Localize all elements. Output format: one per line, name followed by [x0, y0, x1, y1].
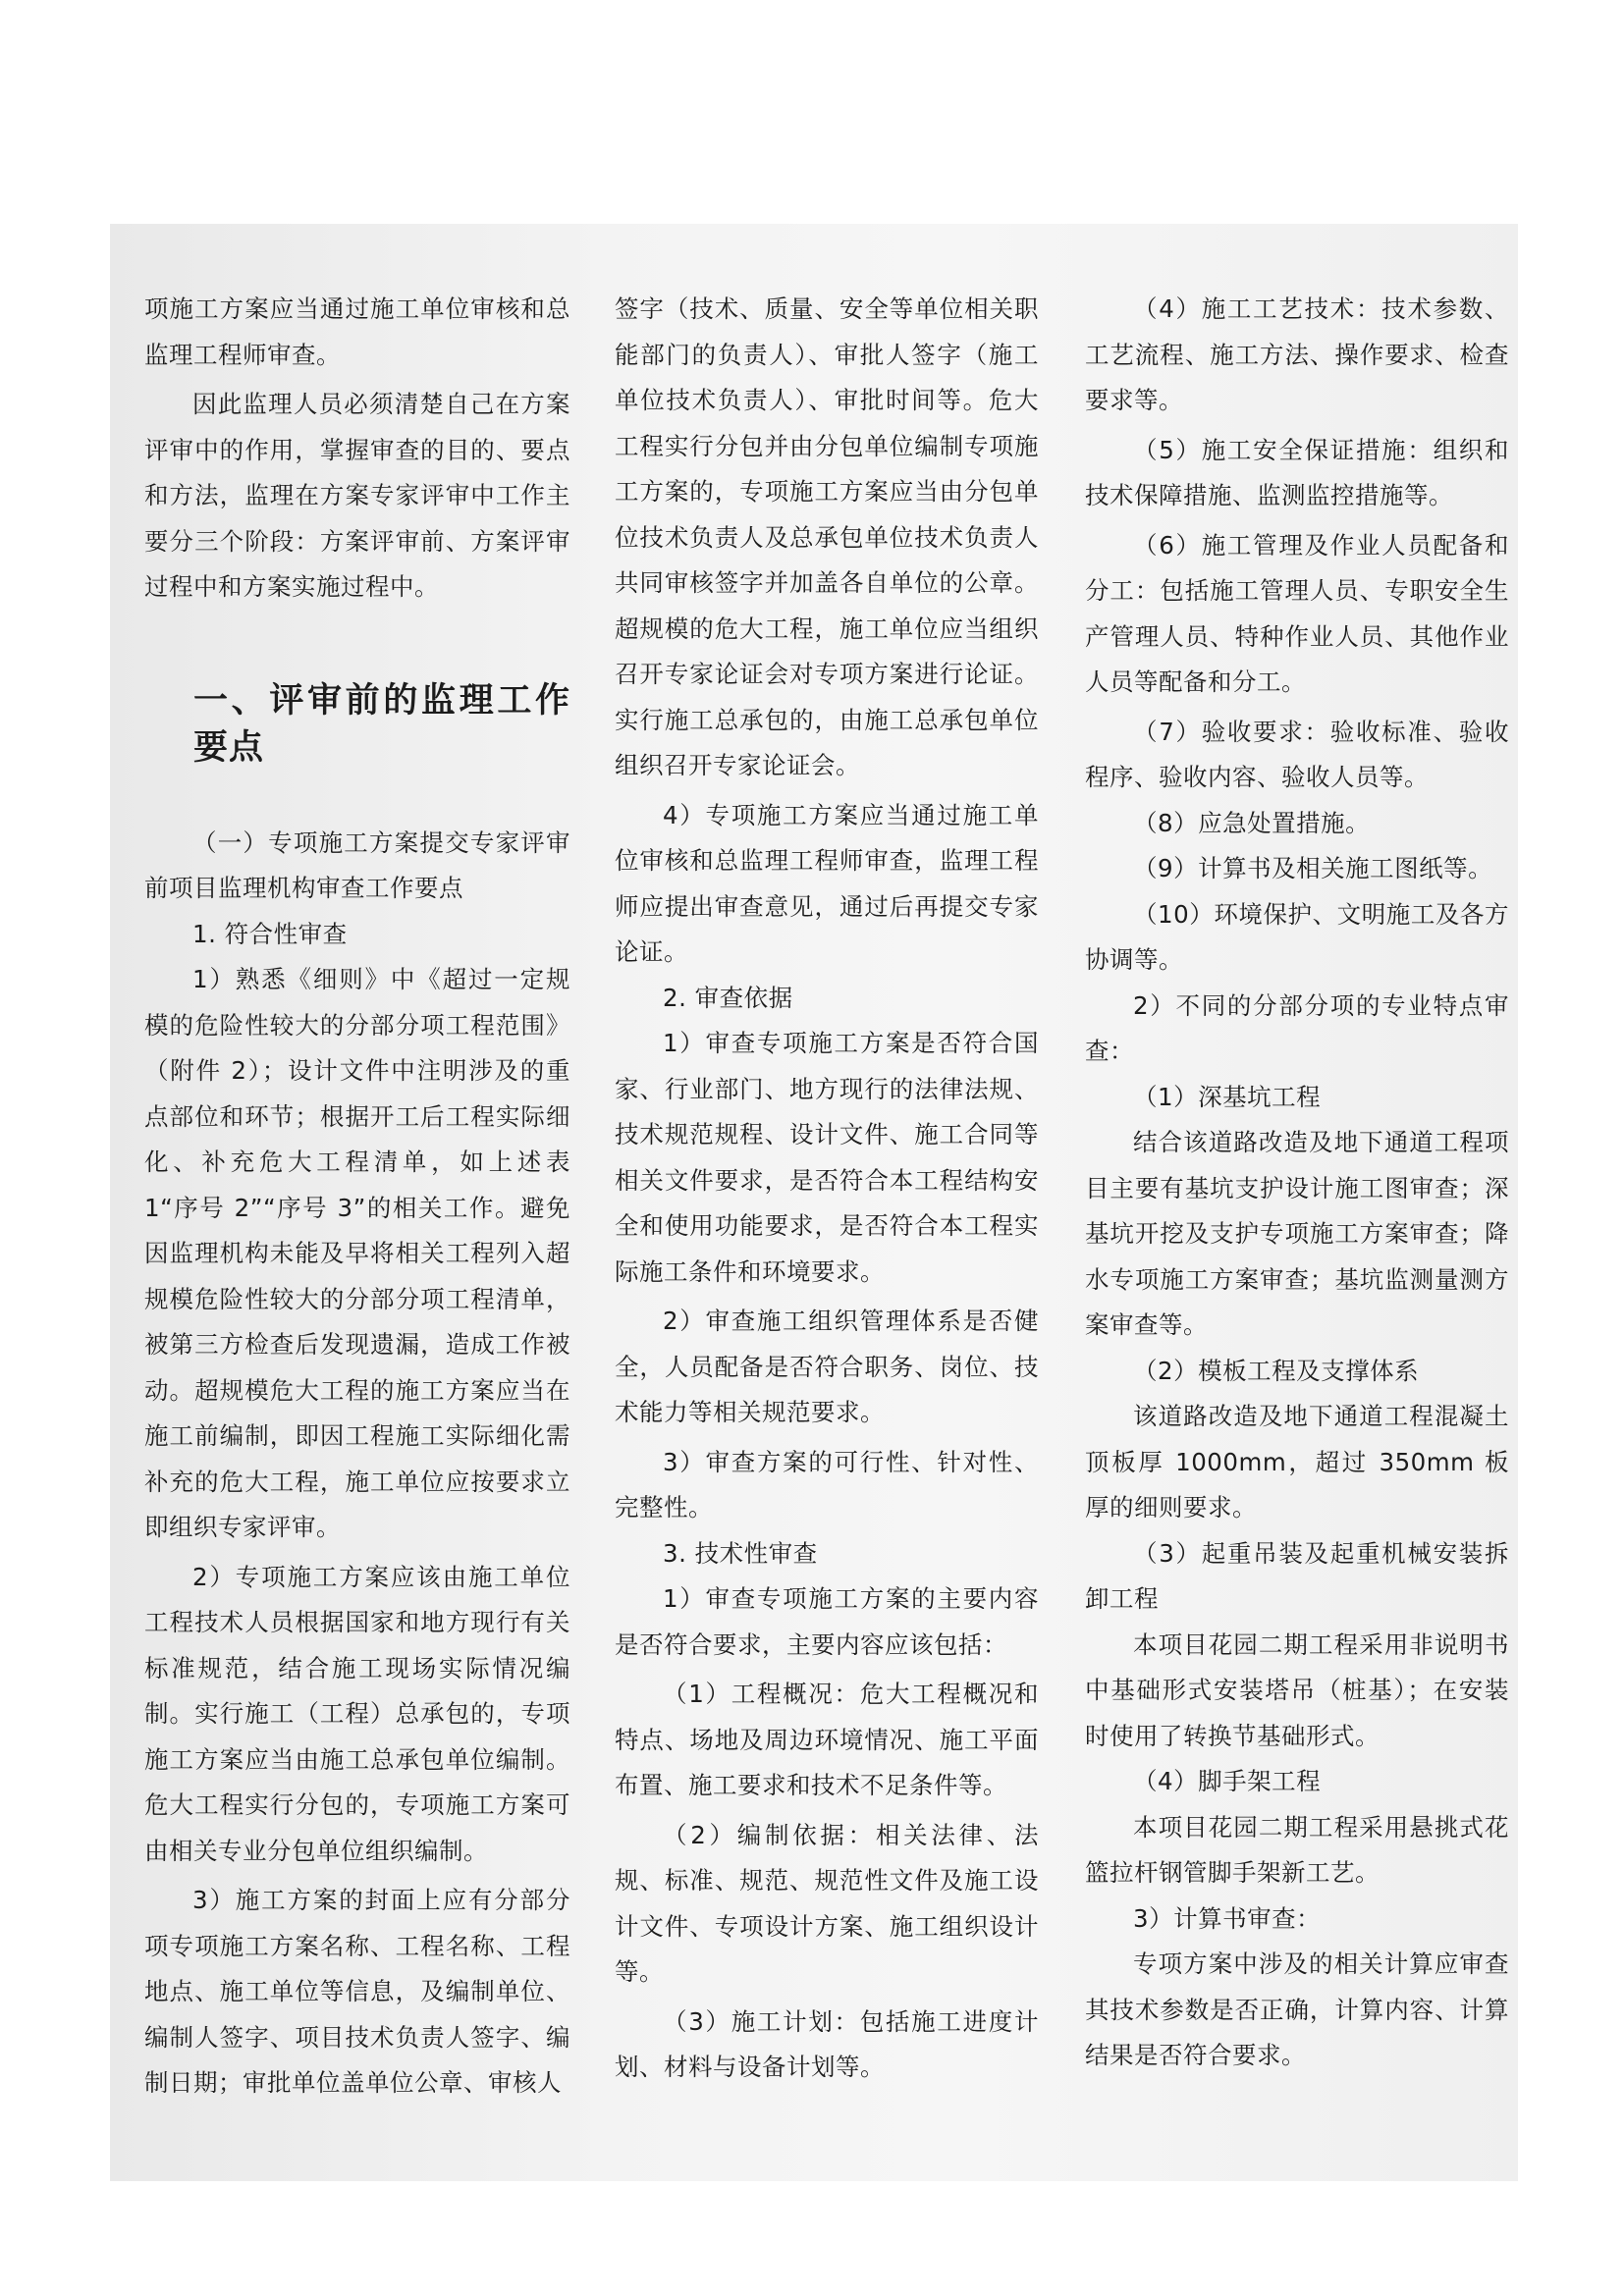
paragraph: 因此监理人员必须清楚自己在方案评审中的作用，掌握审查的目的、要点和方法，监理在方案专家评审中工作主要分三个阶段：方案评审前、方案评审过程中和方案实施过程中。 [144, 390, 570, 601]
paragraph: （2）编制依据：相关法律、法规、标准、规范、规范性文件及施工设计文件、专项设计方案、施工组织设计等。 [615, 1820, 1039, 1986]
item-heading: 3）计算书审查： [1133, 1903, 1322, 1933]
paragraph: （10）环境保护、文明施工及各方协调等。 [1085, 899, 1509, 974]
paragraph: 该道路改造及地下通道工程混凝土顶板厚 1000mm，超过 350mm 板厚的细则要求。 [1085, 1402, 1509, 1522]
item-heading: （1）深基坑工程 [1133, 1082, 1322, 1111]
paragraph: 专项方案中涉及的相关计算应审查其技术参数是否正确，计算内容、计算结果是否符合要求。 [1085, 1949, 1509, 2069]
paragraph: 签字（技术、质量、安全等单位相关职能部门的负责人）、审批人签字（施工单位技术负责人）、审批时间等。危大工程实行分包并由分包单位编制专项施工方案的，专项施工方案应当由分包单位技术负责人及总承包单位技术负责人共同审核签字并加盖各自单位的公章。超规模的危大工程，施工单位应当组织召开专家论证会对专项方案进行论证。实行施工总承包的，由施工总承包单位组织召开专家论证会。 [615, 294, 1039, 779]
paragraph: 本项目花园二期工程采用悬挑式花篮拉杆钢管脚手架新工艺。 [1085, 1812, 1509, 1887]
item-heading: 1. 符合性审查 [192, 919, 348, 948]
text-column-middle [615, 287, 1039, 2091]
paragraph: 2）专项施工方案应该由施工单位工程技术人员根据国家和地方现行有关标准规范，结合施工现场实际情况编制。实行施工（工程）总承包的，专项施工方案应当由施工总承包单位编制。危大工程实行分包的，专项施工方案可由相关专业分包单位组织编制。 [144, 1562, 570, 1865]
item-heading: （2）模板工程及支撑体系 [1133, 1356, 1420, 1385]
paragraph: 3）施工方案的封面上应有分部分项专项施工方案名称、工程名称、工程地点、施工单位等信息，及编制单位、编制人签字、项目技术负责人签字、编制日期；审批单位盖单位公章、审核人 [144, 1886, 570, 2097]
paragraph: 项施工方案应当通过施工单位审核和总监理工程师审查。 [144, 294, 570, 369]
paragraph: （4）施工工艺技术：技术参数、工艺流程、施工方法、操作要求、检查要求等。 [1085, 294, 1509, 414]
paragraph: 4）专项施工方案应当通过施工单位审核和总监理工程师审查，监理工程师应提出审查意见，通过后再提交专家论证。 [615, 800, 1039, 966]
paragraph: （6）施工管理及作业人员配备和分工：包括施工管理人员、专职安全生产管理人员、特种作业人员、其他作业人员等配备和分工。 [1085, 530, 1509, 696]
paragraph: 1）审查专项施工方案是否符合国家、行业部门、地方现行的法律法规、技术规范规程、设计文件、施工合同等相关文件要求，是否符合本工程结构安全和使用功能要求，是否符合本工程实际施工条件和环境要求。 [615, 1029, 1039, 1286]
paragraph: 2）不同的分部分项的专业特点审查： [1085, 990, 1509, 1065]
paragraph: （9）计算书及相关施工图纸等。 [1133, 854, 1493, 882]
item-heading: （3）起重吊装及起重机械安装拆卸工程 [1085, 1538, 1509, 1613]
paragraph: （3）施工计划：包括施工进度计划、材料与设备计划等。 [615, 2006, 1039, 2081]
paragraph: 1）熟悉《细则》中《超过一定规模的危险性较大的分部分项工程范围》（附件 2）；设计文件中注明涉及的重点部位和环节；根据开工后工程实际细化、补充危大工程清单，如上述表 1“序号 2”“序号 3”的相关工作。避免因监理机构未能及早将相关工程列入超规模危险性较大的分部分项工程清单，被第三方检查后发现遗漏，造成工作被动。超规模危大工程的施工方案应当在施工前编制，即因工程施工实际细化需补充的危大工程，施工单位应按要求立即组织专家评审。 [144, 965, 570, 1541]
paragraph: （1）工程概况：危大工程概况和特点、场地及周边环境情况、施工平面布置、施工要求和技术不足条件等。 [615, 1680, 1039, 1799]
item-heading: 2. 审查依据 [663, 983, 793, 1012]
paragraph: 1）审查专项施工方案的主要内容是否符合要求，主要内容应该包括： [615, 1584, 1039, 1659]
paragraph: 2）审查施工组织管理体系是否健全，人员配备是否符合职务、岗位、技术能力等相关规范要求。 [615, 1307, 1039, 1426]
paragraph: （5）施工安全保证措施：组织和技术保障措施、监测监控措施等。 [1085, 435, 1509, 509]
subsection-heading: （一）专项施工方案提交专家评审前项目监理机构审查工作要点 [144, 828, 570, 902]
paragraph: （7）验收要求：验收标准、验收程序、验收内容、验收人员等。 [1085, 717, 1509, 791]
paragraph: 结合该道路改造及地下通道工程项目主要有基坑支护设计施工图审查；深基坑开挖及支护专项施工方案审查；降水专项施工方案审查；基坑监测量测方案审查等。 [1085, 1128, 1509, 1339]
paragraph: 3）审查方案的可行性、针对性、完整性。 [615, 1447, 1039, 1522]
text-column-left [144, 287, 570, 2107]
paragraph: 本项目花园二期工程采用非说明书中基础形式安装塔吊（桩基）；在安装时使用了转换节基础形式。 [1085, 1629, 1509, 1750]
text-column-right [1085, 287, 1509, 2079]
item-heading: （4）脚手架工程 [1133, 1767, 1322, 1795]
paragraph: （8）应急处置措施。 [1133, 808, 1371, 837]
item-heading: 3. 技术性审查 [663, 1538, 818, 1568]
section-heading: 一、评审前的监理工作要点 [193, 680, 570, 768]
